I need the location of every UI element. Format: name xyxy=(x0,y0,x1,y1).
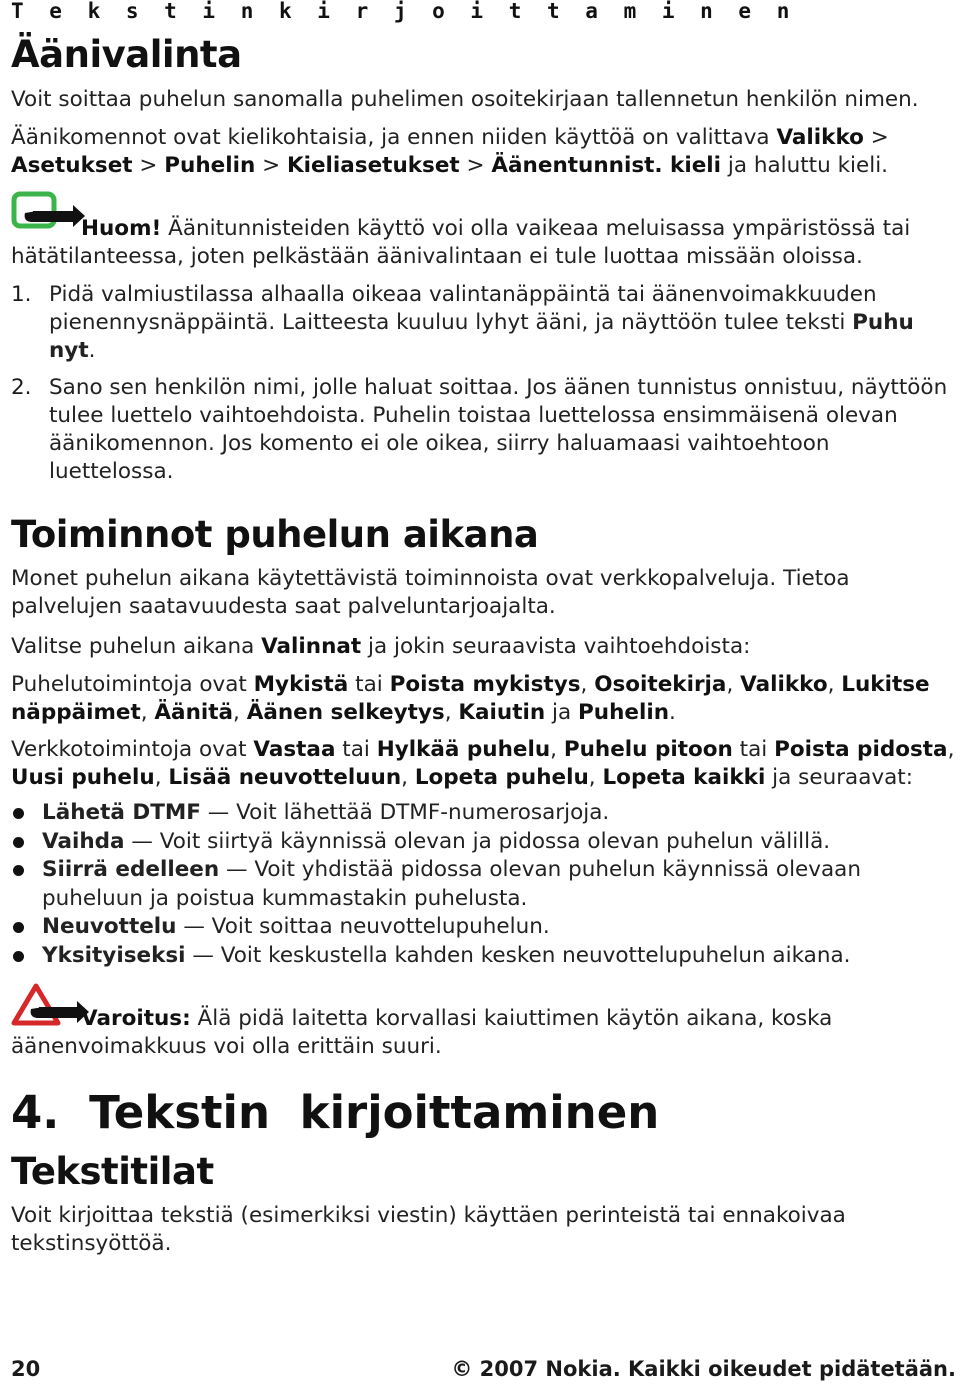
note-label: Huom! xyxy=(81,216,162,241)
paragraph: Valitse puhelun aikana Valinnat ja jokin seuraavista vaihtoehdoista: xyxy=(11,634,751,659)
paragraph: Monet puhelun aikana käytettävistä toiminnoista ovat verkkopalveluja. Tietoa palvelujen saatavuudesta saat palveluntarjoajalta. xyxy=(11,566,850,619)
copyright: © 2007 Nokia. Kaikki oikeudet pidätetään. xyxy=(451,1357,956,1381)
running-header: T e k s t i n k i r j o i t t a m i n e n xyxy=(11,0,796,23)
warning-label: Varoitus: xyxy=(81,1006,191,1031)
list-item: Vaihda — Voit siirtyä käynnissä olevan ja pidossa olevan puhelun välillä. xyxy=(11,828,960,857)
list-item: Lähetä DTMF — Voit lähettää DTMF-numerosarjoja. xyxy=(11,799,960,828)
chapter-title: 4. Tekstin kirjoittaminen xyxy=(11,1086,660,1139)
note-paragraph: Huom! Äänitunnisteiden käyttö voi olla vaikeaa meluisassa ympäristössä tai hätätilanteessa, joten pelkästään äänivalintaan ei tule luottaa missään oloissa. xyxy=(11,216,911,269)
step-text: Sano sen henkilön nimi, jolle haluat soittaa. Jos äänen tunnistus onnistuu, näyttöön tulee luettelo vaihtoehdoista. Puhelin toistaa luettelossa ensimmäisenä olevan äänikomennon. Jos komento ei ole oikea, siirry haluamaasi vaihtoehtoon luettelossa. xyxy=(49,375,948,484)
bullet-list xyxy=(11,799,960,970)
section-title-aanivalinta: Äänivalinta xyxy=(11,33,242,76)
paragraph: Voit kirjoittaa tekstiä (esimerkiksi viestin) käyttäen perinteistä tai ennakoivaa tekstinsyöttöä. xyxy=(11,1203,846,1256)
paragraph-network-functions: Verkkotoimintoja ovat Vastaa tai Hylkää puhelu, Puhelu pitoon tai Poista pidosta, Uusi puhelu, Lisää neuvotteluun, Lopeta puhelu, Lopeta kaikki ja seuraavat: xyxy=(11,737,955,790)
paragraph-call-functions: Puhelutoimintoja ovat Mykistä tai Poista mykistys, Osoitekirja, Valikko, Lukitse näppäimet, Äänitä, Äänen selkeytys, Kaiutin ja Puhelin. xyxy=(11,672,930,725)
list-item: Siirrä edelleen — Voit yhdistää pidossa olevan puhelun käynnissä olevaan puheluun ja poistua kummastakin puhelusta. xyxy=(11,856,960,913)
step-text: Pidä valmiustilassa alhaalla oikeaa valintanäppäintä tai äänenvoimakkuuden pienennysnäppäintä. Laitteesta kuuluu lyhyt ääni, ja näyttöön tulee teksti Puhu nyt. xyxy=(49,282,914,363)
paragraph-menu-path: Äänikomennot ovat kielikohtaisia, ja ennen niiden käyttöä on valittava Valikko > Asetukset > Puhelin > Kieliasetukset > Äänentunnist. kieli ja haluttu kieli. xyxy=(11,125,889,178)
paragraph: Voit soittaa puhelun sanomalla puhelimen osoitekirjaan tallennetun henkilön nimen. xyxy=(11,87,919,112)
list-item: Yksityiseksi — Voit keskustella kahden kesken neuvottelupuhelun aikana. xyxy=(11,942,960,971)
warning-paragraph: Varoitus: Älä pidä laitetta korvallasi kaiuttimen käytön aikana, koska äänenvoimakkuus voi olla erittäin suuri. xyxy=(11,1006,833,1059)
page-number: 20 xyxy=(11,1357,41,1381)
section-title-toiminnot: Toiminnot puhelun aikana xyxy=(11,513,539,556)
step-number: 1. xyxy=(11,282,32,307)
section-title-tekstitilat: Tekstitilat xyxy=(11,1150,214,1193)
list-item: Neuvottelu — Voit soittaa neuvottelupuhelun. xyxy=(11,913,960,942)
step-number: 2. xyxy=(11,375,32,400)
